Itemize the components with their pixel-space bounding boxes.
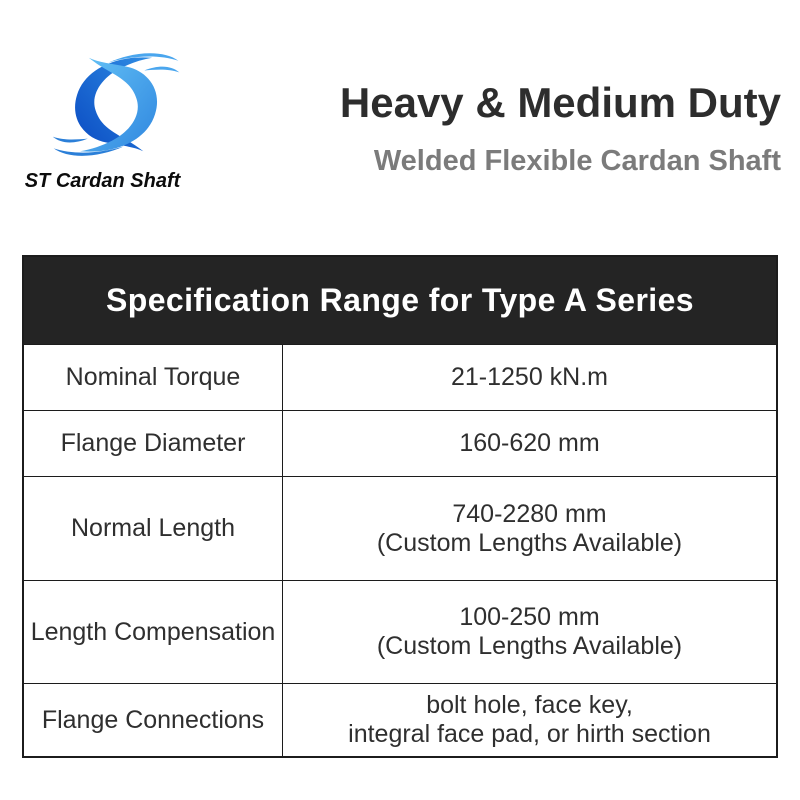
spec-parameter-cell: Length Compensation [24,581,283,684]
spec-parameter-cell: Flange Connections [24,684,283,757]
spec-range-cell: 21-1250 kN.m [283,345,777,411]
brand-name: ST Cardan Shaft [24,170,181,192]
spec-table-title: Specification Range for Type A Series [24,257,776,344]
table-row [24,345,776,411]
spec-table [24,344,776,756]
heading-block [339,79,781,177]
table-row [24,684,776,757]
spec-table-section [22,255,778,758]
st-cardan-shaft-logo-icon [53,50,183,162]
table-row [24,411,776,477]
brand-block [15,50,190,193]
table-row [24,477,776,581]
table-row [24,581,776,684]
page-subtitle: Welded Flexible Cardan Shaft [373,145,781,177]
page-title: Heavy & Medium Duty [339,79,781,126]
spec-range-cell: 160-620 mm [283,411,777,477]
spec-parameter-cell: Flange Diameter [24,411,283,477]
spec-parameter-cell: Normal Length [24,477,283,581]
spec-range-cell: bolt hole, face key, integral face pad, or hirth section [283,684,777,757]
spec-parameter-cell: Nominal Torque [24,345,283,411]
spec-range-cell: 100-250 mm (Custom Lengths Available) [283,581,777,684]
spec-range-cell: 740-2280 mm (Custom Lengths Available) [283,477,777,581]
